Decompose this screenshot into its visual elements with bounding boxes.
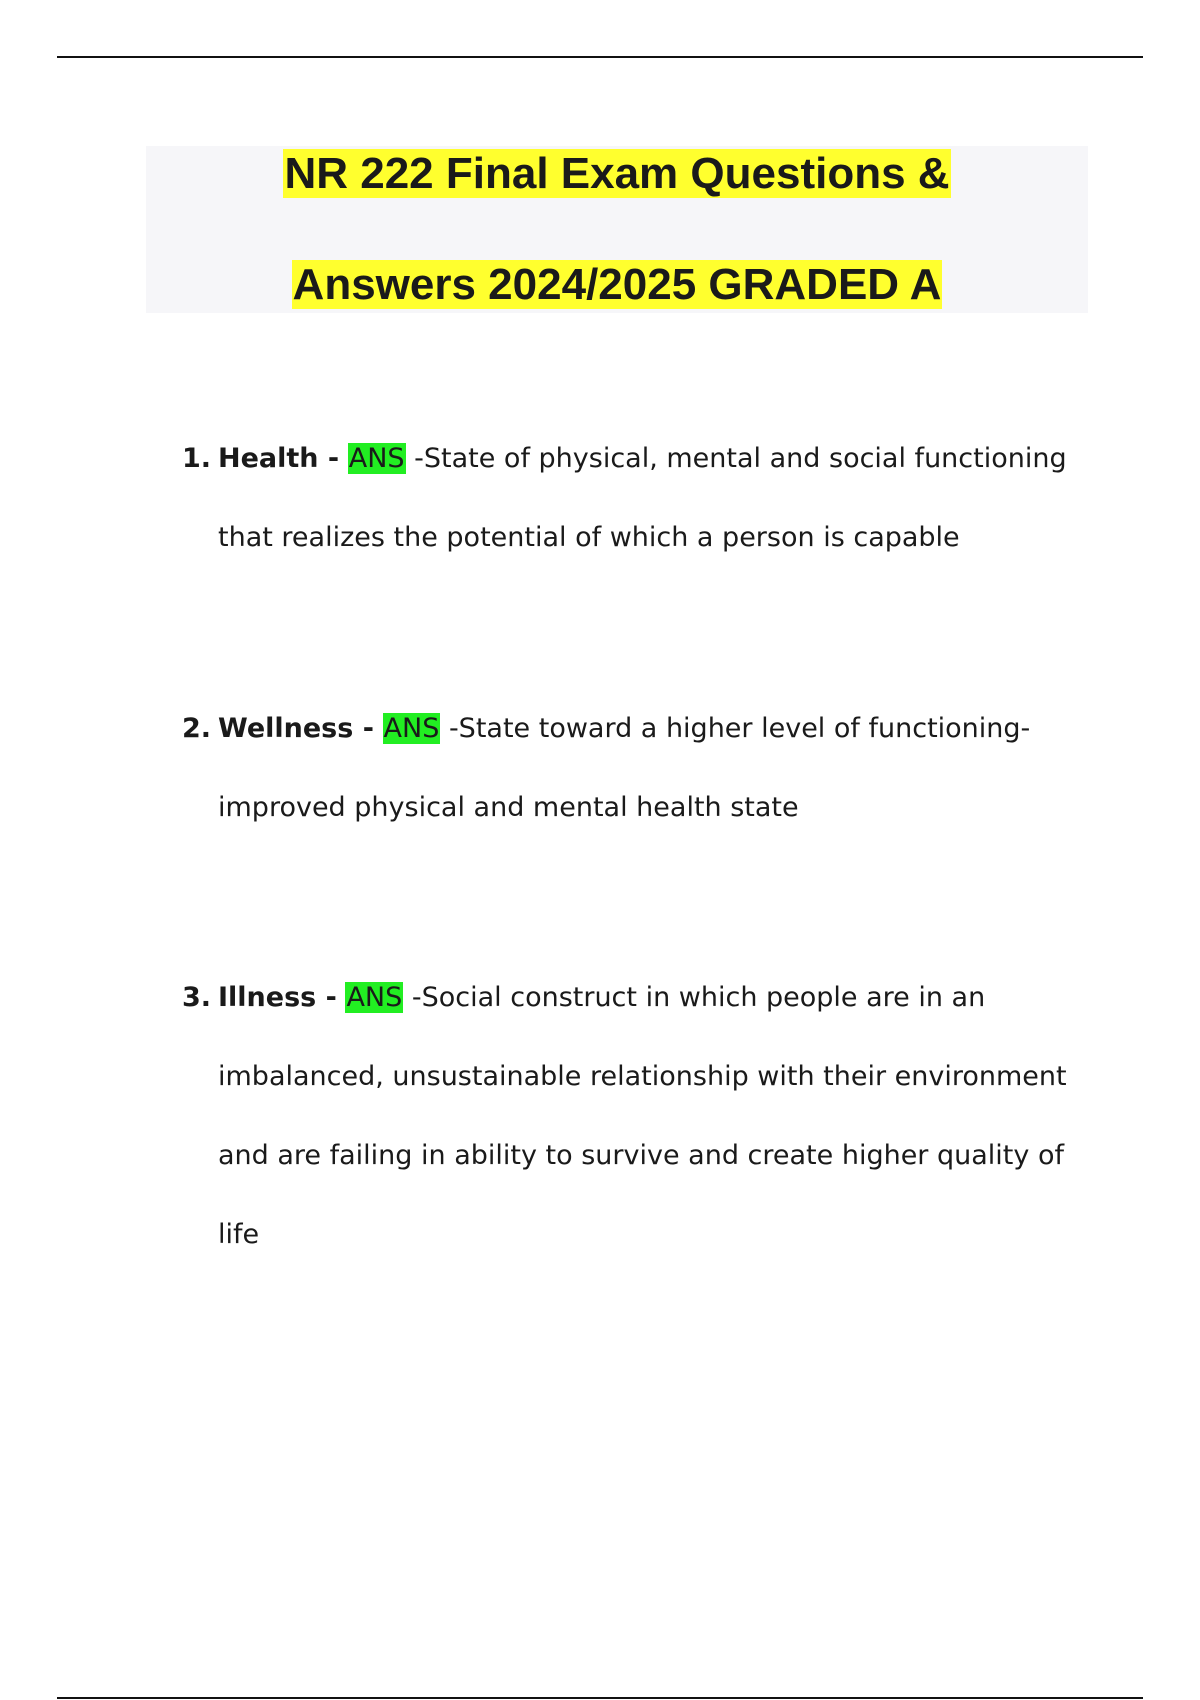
- question-term: Health -: [218, 443, 340, 474]
- question-number: 1.: [182, 443, 212, 474]
- title-block: [146, 146, 1088, 313]
- title-line-1: [146, 146, 1088, 202]
- answer-text: -State toward a higher level of functioning- improved physical and mental health state: [218, 713, 1031, 823]
- question-term: Illness -: [218, 982, 337, 1013]
- top-rule: [57, 56, 1143, 58]
- title-text-1: NR 222 Final Exam Questions &: [284, 149, 950, 198]
- question-body: [218, 419, 1098, 577]
- question-body: [218, 958, 1098, 1274]
- answer-tag: ANS: [383, 713, 440, 744]
- title-line-2: [146, 257, 1088, 313]
- answer-text: -State of physical, mental and social functioning that realizes the potential of which a person is capable: [218, 443, 1067, 553]
- title-text-2: Answers 2024/2025 GRADED A: [292, 260, 942, 309]
- answer-tag: ANS: [346, 982, 403, 1013]
- question-body: [218, 689, 1098, 847]
- answer-text: -Social construct in which people are in an imbalanced, unsustainable relationship with their environment and are failing in ability to survive and create higher quality of life: [218, 982, 1067, 1250]
- question-number: 3.: [182, 982, 212, 1013]
- question-term: Wellness -: [218, 713, 374, 744]
- bottom-rule: [57, 1697, 1143, 1699]
- question-number: 2.: [182, 713, 212, 744]
- answer-tag: ANS: [348, 443, 405, 474]
